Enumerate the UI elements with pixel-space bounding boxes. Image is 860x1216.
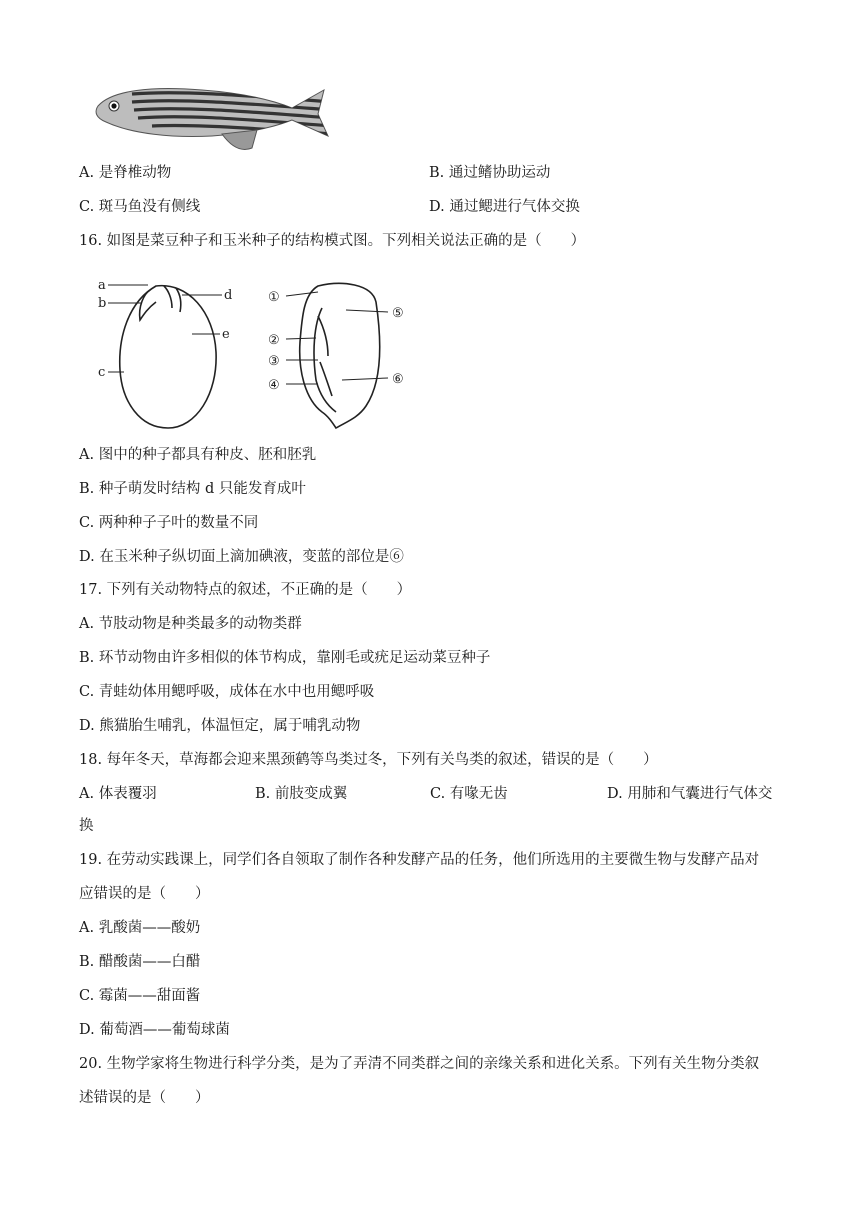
q18-option-d[interactable]: D. 用肺和气囊进行气体交 [607, 786, 773, 802]
bean-label-c: c [98, 365, 106, 380]
q18-option-b[interactable]: B. 前肢变成翼 [255, 786, 348, 802]
zebrafish-icon [92, 78, 332, 154]
bean-seed-figure [120, 286, 216, 428]
bean-label-d: d [224, 288, 233, 303]
q16-option-a[interactable]: A. 图中的种子都具有种皮、胚和胚乳 [79, 447, 317, 463]
q19-stem-line-1: 19. 在劳动实践课上，同学们各自领取了制作各种发酵产品的任务，他们所选用的主要微生物与发酵产品对 [79, 852, 760, 868]
q15-options-row-2 [79, 197, 580, 217]
corn-label-6: ⑥ [392, 372, 404, 387]
corn-label-4: ④ [268, 378, 280, 393]
corn-seed-figure [300, 283, 380, 428]
q19-option-c[interactable]: C. 霉菌——甜面酱 [79, 988, 201, 1004]
q16-option-b[interactable]: B. 种子萌发时结构 d 只能发育成叶 [79, 481, 306, 497]
zebrafish-figure [92, 78, 332, 154]
corn-label-5: ⑤ [392, 306, 404, 321]
seed-diagram [92, 272, 422, 434]
corn-label-3: ③ [268, 354, 280, 369]
q15-option-c[interactable]: C. 斑马鱼没有侧线 [79, 199, 201, 215]
q18-option-d-wrap: 换 [79, 818, 94, 834]
q15-option-a[interactable]: A. 是脊椎动物 [79, 165, 172, 181]
q16-option-d[interactable]: D. 在玉米种子纵切面上滴加碘液，变蓝的部位是⑥ [79, 549, 404, 565]
q20-stem-line-1: 20. 生物学家将生物进行科学分类，是为了弄清不同类群之间的亲缘关系和进化关系。下列有关生物分类叙 [79, 1056, 760, 1072]
q17-option-b[interactable]: B. 环节动物由许多相似的体节构成，靠刚毛或疣足运动菜豆种子 [79, 650, 491, 666]
q19-option-a[interactable]: A. 乳酸菌——酸奶 [79, 920, 201, 936]
q18-stem: 18. 每年冬天，草海都会迎来黑颈鹤等鸟类过冬，下列有关鸟类的叙述，错误的是（ ） [79, 752, 658, 768]
bean-label-b: b [98, 296, 107, 311]
bean-label-a: a [98, 278, 106, 293]
q18-option-c[interactable]: C. 有喙无齿 [430, 786, 508, 802]
q15-option-b[interactable]: B. 通过鳍协助运动 [429, 165, 551, 181]
q17-option-a[interactable]: A. 节肢动物是种类最多的动物类群 [79, 616, 302, 632]
bean-label-e: e [222, 327, 230, 342]
q15-options-row-1 [79, 163, 551, 183]
q19-option-b[interactable]: B. 醋酸菌——白醋 [79, 954, 201, 970]
q18-option-a[interactable]: A. 体表覆羽 [79, 786, 157, 802]
q20-stem-line-2: 述错误的是（ ） [79, 1090, 210, 1106]
corn-label-2: ② [268, 333, 280, 348]
q16-option-c[interactable]: C. 两种种子子叶的数量不同 [79, 515, 259, 531]
q19-stem-line-2: 应错误的是（ ） [79, 886, 210, 902]
q15-option-d[interactable]: D. 通过鳃进行气体交换 [429, 199, 580, 215]
q17-option-c[interactable]: C. 青蛙幼体用鳃呼吸，成体在水中也用鳃呼吸 [79, 684, 375, 700]
q17-stem: 17. 下列有关动物特点的叙述，不正确的是（ ） [79, 582, 412, 598]
corn-label-1: ① [268, 290, 280, 305]
q17-option-d[interactable]: D. 熊猫胎生哺乳，体温恒定，属于哺乳动物 [79, 718, 361, 734]
q16-stem: 16. 如图是菜豆种子和玉米种子的结构模式图。下列相关说法正确的是（ ） [79, 233, 586, 249]
q19-option-d[interactable]: D. 葡萄酒——葡萄球菌 [79, 1022, 230, 1038]
